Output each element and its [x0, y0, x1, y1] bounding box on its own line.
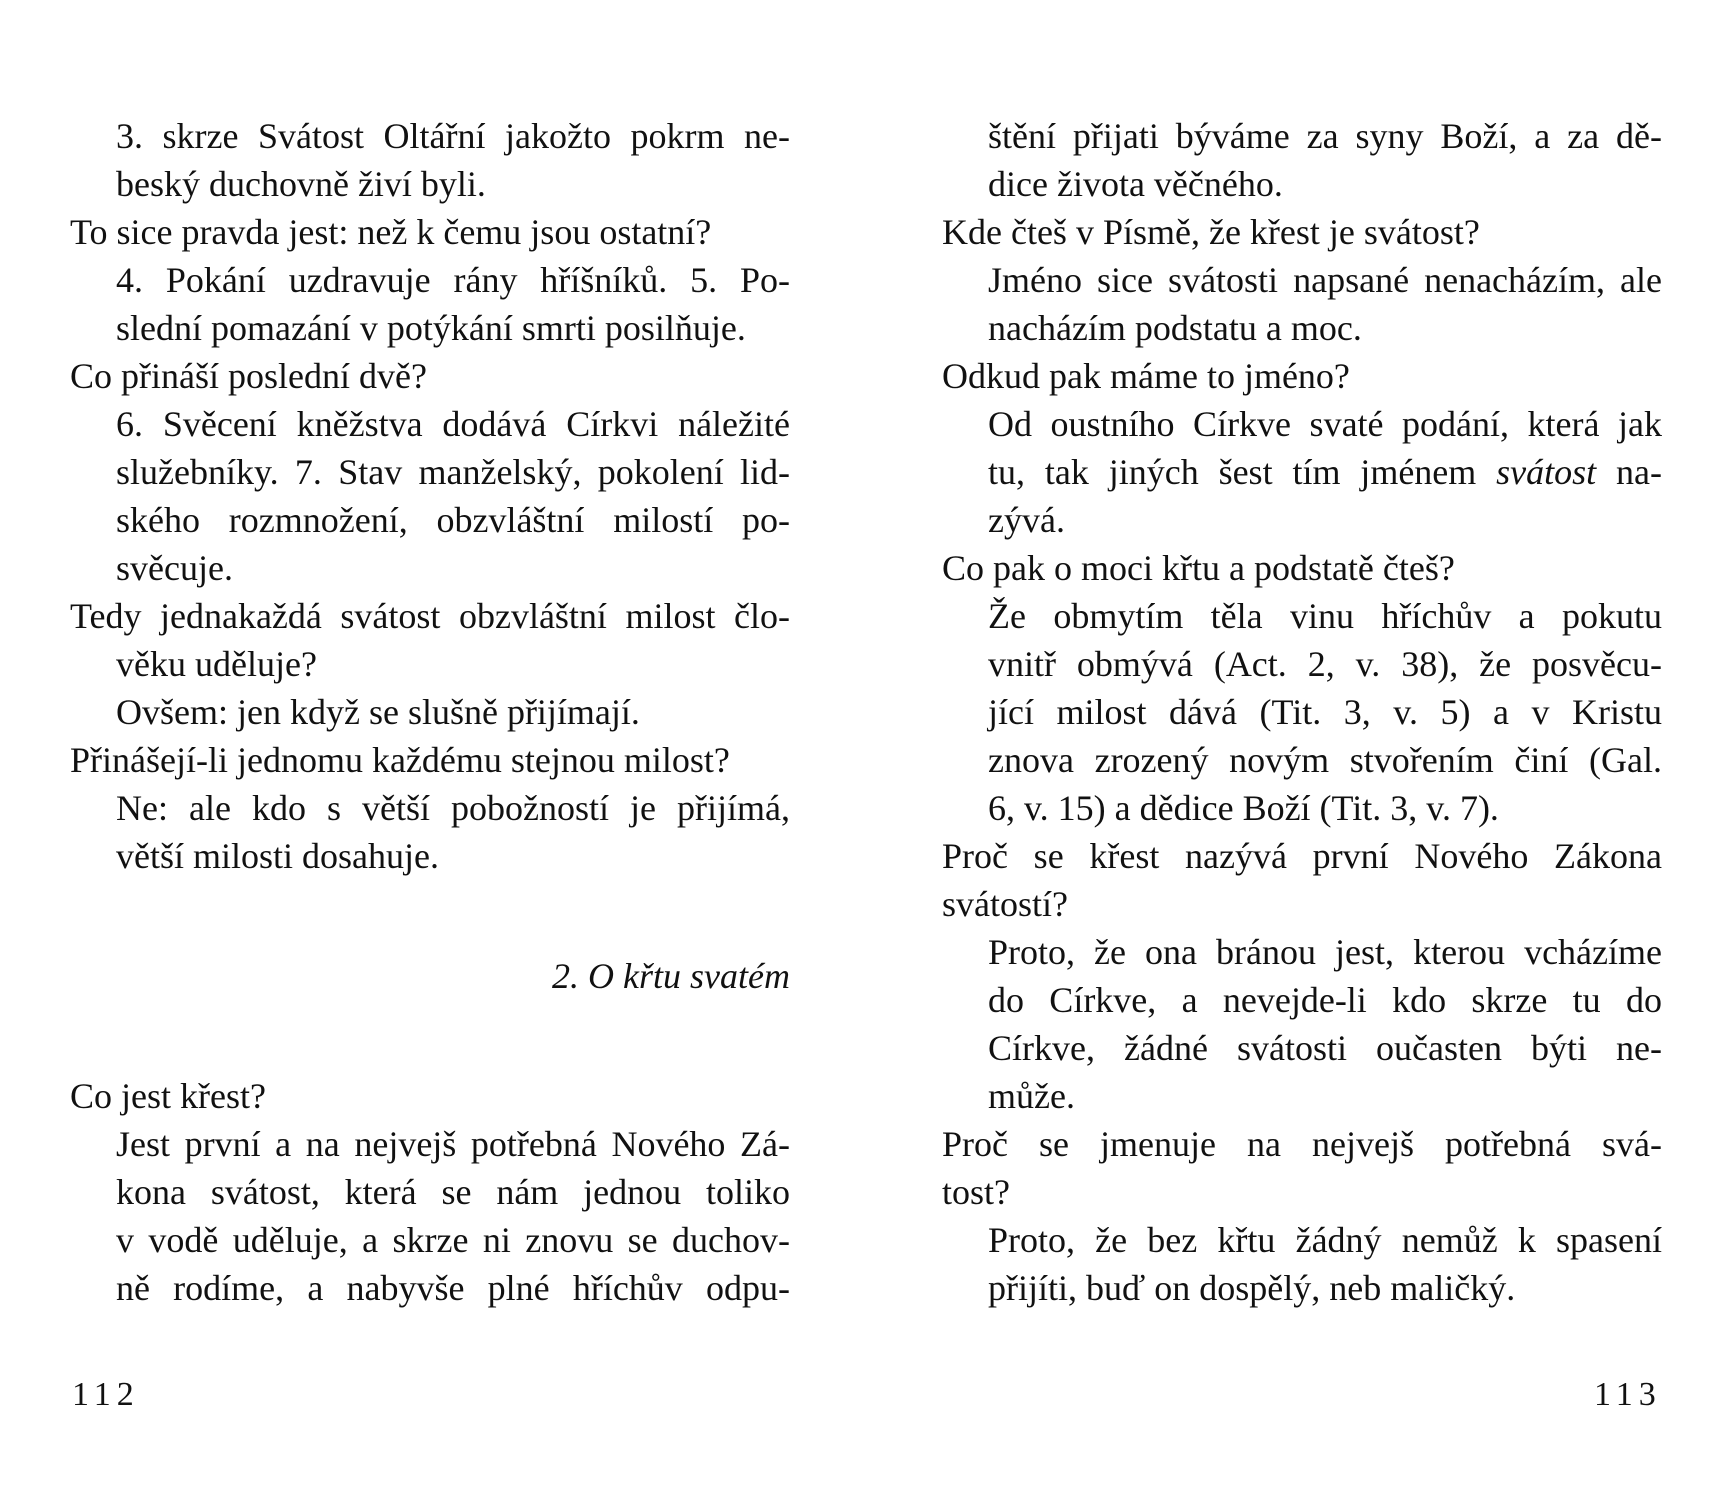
answer-line: 6. Svěcení kněžstva dodává Církvi náležité [116, 404, 790, 444]
question-line: To sice pravda jest: než k čemu jsou ostatní? [70, 212, 712, 252]
answer-line: štění přijati býváme za syny Boží, a za dě- [988, 116, 1662, 156]
answer-line: může. [988, 1076, 1075, 1116]
question-line: Co pak o moci křtu a podstatě čteš? [942, 548, 1455, 588]
question-line: tost? [942, 1172, 1010, 1212]
question-line: Proč se křest nazývá první Nového Zákona [942, 836, 1662, 876]
left-page-text-continued [70, 1072, 790, 1312]
answer-line: 6, v. 15) a dědice Boží (Tit. 3, v. 7). [988, 788, 1499, 828]
answer-line: do Církve, a nevejde-li kdo skrze tu do [988, 980, 1662, 1020]
answer-line: vnitř obmývá (Act. 2, v. 38), že posvěcu- [988, 644, 1662, 684]
section-heading: 2. O křtu svatém [552, 956, 790, 996]
question-line: Proč se jmenuje na nejvejš potřebná svá- [942, 1124, 1662, 1164]
answer-line: 4. Pokání uzdravuje rány hříšníků. 5. Po- [116, 260, 790, 300]
answer-line: Že obmytím těla vinu hříchův a pokutu [988, 596, 1662, 636]
question-line: svátostí? [942, 884, 1068, 924]
answer-line: Proto, že ona bránou jest, kterou vcházíme [988, 932, 1662, 972]
right-page-text [942, 112, 1662, 1312]
answer-line: ně rodíme, a nabyvše plné hříchův odpu- [116, 1268, 790, 1308]
answer-line: Od oustního Církve svaté podání, která jak [988, 404, 1662, 444]
page-number-left: 112 [72, 1376, 140, 1413]
spacer [70, 880, 790, 952]
answer-line: jící milost dává (Tit. 3, v. 5) a v Kristu [988, 692, 1662, 732]
answer-line: Jest první a na nejvejš potřebná Nového Zá- [116, 1124, 790, 1164]
answer-line: Jméno sice svátosti napsané nenacházím, ale [988, 260, 1662, 300]
left-page-text [70, 112, 790, 880]
question-line: Tedy jednakaždá svátost obzvláštní milost člo- [70, 596, 790, 636]
italic-term: svátost [1496, 452, 1597, 492]
question-line: Co jest křest? [70, 1076, 266, 1116]
answer-line: svěcuje. [116, 548, 233, 588]
answer-line: znova zrozený novým stvořením činí (Gal. [988, 740, 1662, 780]
answer-line: přijíti, buď on dospělý, neb maličký. [988, 1268, 1516, 1308]
answer-line: Ne: ale kdo s větší pobožností je přijímá, [116, 788, 790, 828]
answer-line: větší milosti dosahuje. [116, 836, 439, 876]
question-line: Co přináší poslední dvě? [70, 356, 427, 396]
answer-line: 3. skrze Svátost Oltářní jakožto pokrm ne- [116, 116, 790, 156]
answer-line: Proto, že bez křtu žádný nemůž k spasení [988, 1220, 1662, 1260]
answer-line: tu, tak jiných šest tím jménem svátost na- [988, 452, 1663, 492]
question-line: Odkud pak máme to jméno? [942, 356, 1350, 396]
answer-line: dice života věčného. [988, 164, 1283, 204]
answer-line: nacházím podstatu a moc. [988, 308, 1362, 348]
answer-line: věku uděluje? [116, 644, 317, 684]
page-number-right: 113 [1594, 1376, 1662, 1413]
right-page [942, 112, 1662, 1312]
answer-line: Církve, žádné svátosti oučasten býti ne- [988, 1028, 1662, 1068]
spacer [70, 1000, 790, 1072]
answer-line: v vodě uděluje, a skrze ni znovu se duchov- [116, 1220, 790, 1260]
answer-line: zývá. [988, 500, 1065, 540]
answer-line: služebníky. 7. Stav manželský, pokolení lid- [116, 452, 790, 492]
answer-line: ského rozmnožení, obzvláštní milostí po- [116, 500, 790, 540]
left-page [70, 112, 790, 1312]
question-line: Kde čteš v Písmě, že křest je svátost? [942, 212, 1480, 252]
answer-line: kona svátost, která se nám jednou toliko [116, 1172, 790, 1212]
answer-line: slední pomazání v potýkání smrti posilňuje. [116, 308, 746, 348]
answer-line: Ovšem: jen když se slušně přijímají. [116, 692, 640, 732]
question-line: Přinášejí-li jednomu každému stejnou milost? [70, 740, 730, 780]
answer-line: beský duchovně živí byli. [116, 164, 486, 204]
